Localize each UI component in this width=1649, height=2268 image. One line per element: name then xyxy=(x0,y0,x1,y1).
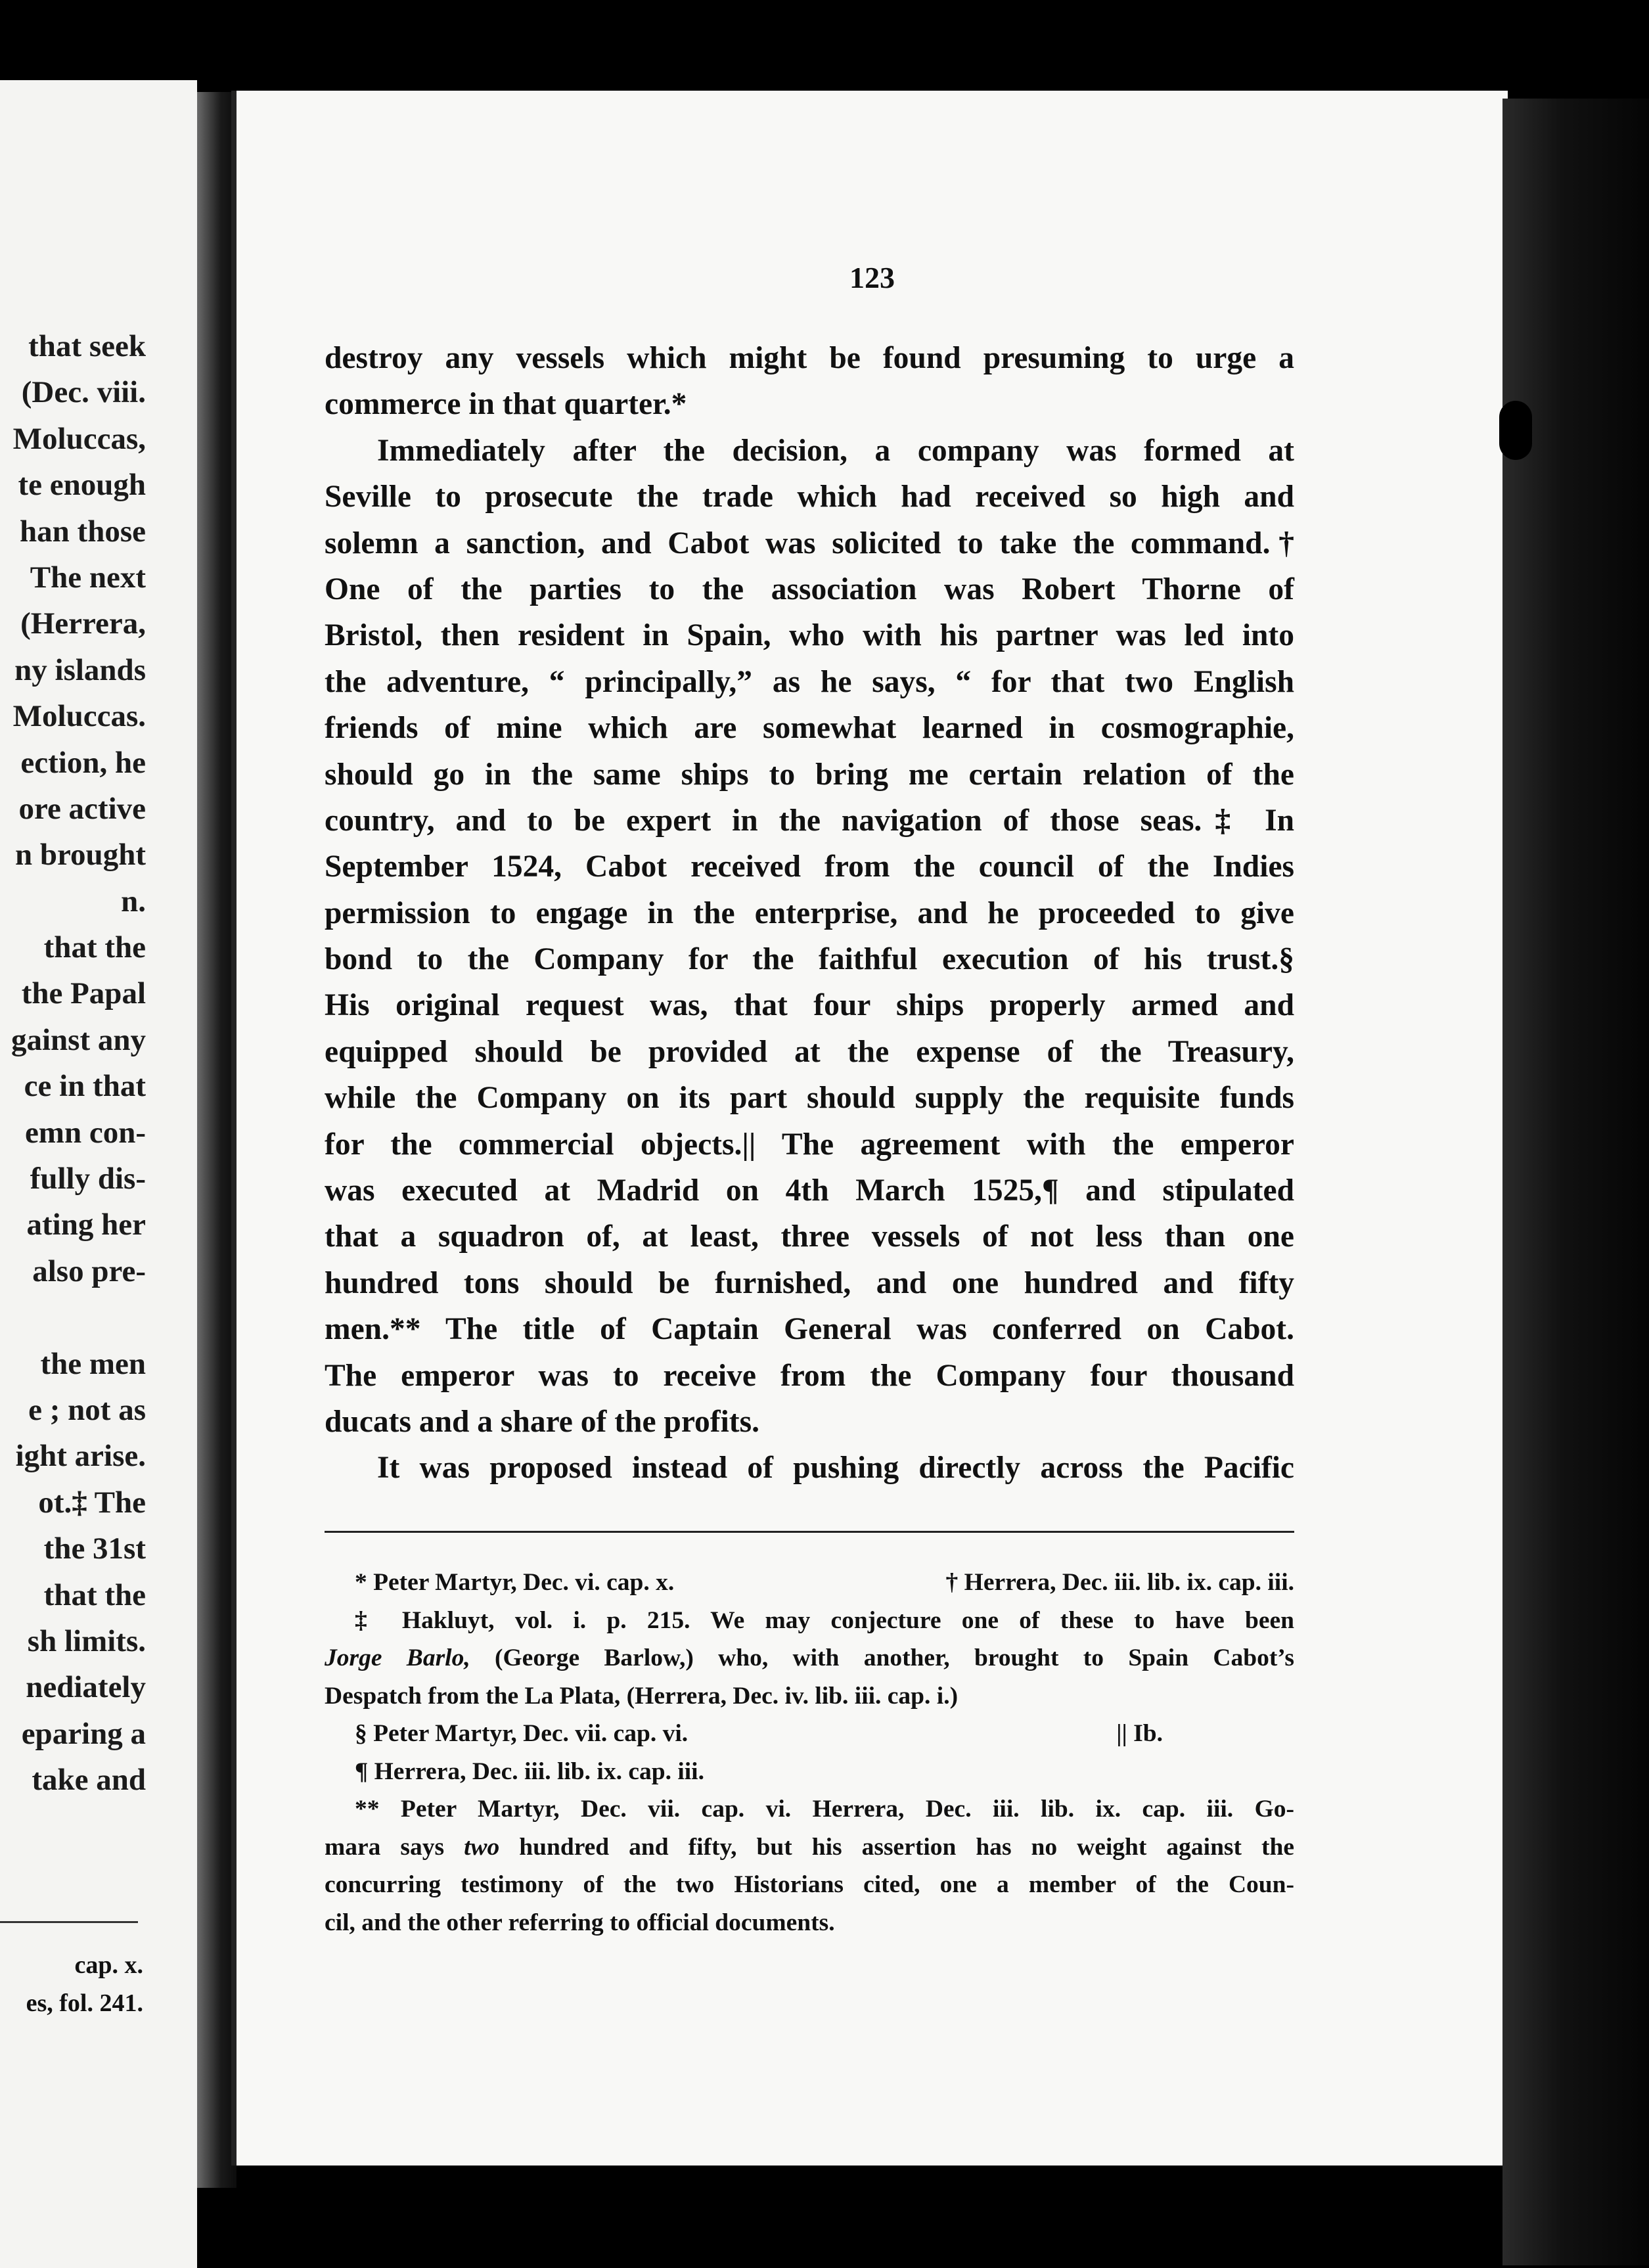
text-line: His original request was, that four ships properly armed and xyxy=(325,988,1294,1023)
text-line: Immediately after the decision, a company was formed at xyxy=(377,433,1294,468)
footnote-text: (George Barlow,) who, with another, brought to Spain Cabot’s xyxy=(470,1644,1294,1671)
footnote-emphasis: two xyxy=(464,1833,500,1861)
text-line: solemn a sanction, and Cabot was solicited to take the command.† xyxy=(325,526,1294,560)
text-line: It was proposed instead of pushing directly across the Pacific xyxy=(377,1451,1294,1486)
previous-page-line: ny islands xyxy=(14,652,146,687)
previous-page-line: ection, he xyxy=(20,745,146,780)
previous-page-line: emn con- xyxy=(24,1115,146,1150)
text-line: One of the parties to the association was Robert Thorne of xyxy=(325,572,1294,606)
previous-page-footnotes xyxy=(0,1946,143,2022)
previous-page-line: the Papal xyxy=(21,976,146,1011)
previous-page-footnote-rule xyxy=(0,1921,138,1923)
binding-mark xyxy=(1499,401,1532,460)
previous-page-edge xyxy=(0,80,197,2268)
previous-page-line: Moluccas, xyxy=(12,421,146,456)
text-line: should go in the same ships to bring me certain relation of the xyxy=(325,757,1294,792)
previous-page-line: gainst any xyxy=(11,1022,146,1057)
previous-page-text xyxy=(0,323,146,1803)
previous-page-line: ight arise. xyxy=(15,1439,146,1474)
text-line: while the Company on its part should supply the requisite funds xyxy=(325,1081,1294,1116)
text-line: country, and to be expert in the navigation of those seas.‡ In xyxy=(325,803,1294,838)
body-text xyxy=(325,335,1294,1491)
previous-page-line xyxy=(0,1294,146,1340)
footnote-text: mara says xyxy=(325,1833,464,1861)
text-line: bond to the Company for the faithful execution of his trust.§ xyxy=(325,942,1294,977)
previous-page-line: fully dis- xyxy=(30,1162,146,1196)
book-page xyxy=(231,91,1508,2166)
previous-page-line: te enough xyxy=(18,468,146,503)
previous-page-line: ating her xyxy=(26,1208,146,1242)
footnote-line xyxy=(325,1828,1294,1867)
footnote-double-dagger: ‡ Hakluyt, vol. i. p. 215. We may conjecture one of these to have been xyxy=(355,1606,1294,1634)
text-line: was executed at Madrid on 4th March 1525,¶ and stipulated xyxy=(325,1173,1294,1208)
previous-page-line: (Dec. viii. xyxy=(21,375,146,410)
footnote-line: Despatch from the La Plata, (Herrera, Dec. iv. lib. iii. cap. i.) xyxy=(325,1682,959,1710)
text-line: ducats and a share of the profits. xyxy=(325,1404,759,1439)
previous-page-note: cap. x. xyxy=(74,1951,143,1979)
footnotes xyxy=(325,1564,1294,1941)
footnote-name: Jorge Barlo, xyxy=(325,1644,470,1671)
text-line: men.** The title of Captain General was conferred on Cabot. xyxy=(325,1312,1294,1347)
footnote-line xyxy=(325,1715,1294,1753)
previous-page-line: sh limits. xyxy=(27,1623,146,1658)
footnote-parallel: || Ib. xyxy=(1116,1720,1163,1747)
footnote-double-star: ** Peter Martyr, Dec. vii. cap. vi. Herrera, Dec. iii. lib. ix. cap. iii. Go- xyxy=(355,1796,1294,1823)
previous-page-line: han those xyxy=(20,514,146,549)
text-line: Seville to prosecute the trade which had received so high and xyxy=(325,480,1294,514)
text-line: The emperor was to receive from the Company four thousand xyxy=(325,1358,1294,1393)
footnote-star: * Peter Martyr, Dec. vi. cap. x. xyxy=(355,1569,675,1596)
page-number: 123 xyxy=(849,261,895,294)
text-line: friends of mine which are somewhat learned in cosmographie, xyxy=(325,711,1294,746)
previous-page-line: that the xyxy=(43,930,146,965)
footnote-dagger: † Herrera, Dec. iii. lib. ix. cap. iii. xyxy=(945,1569,1294,1596)
text-line: hundred tons should be furnished, and one hundred and fifty xyxy=(325,1265,1294,1300)
previous-page-line: n brought xyxy=(15,838,146,873)
text-line: the adventure, “ principally,” as he says, “ for that two English xyxy=(325,664,1294,699)
previous-page-line: nediately xyxy=(26,1670,146,1705)
previous-page-note: es, fol. 241. xyxy=(26,1989,143,2017)
text-line: Bristol, then resident in Spain, who with his partner was led into xyxy=(325,618,1294,653)
previous-page-line: that seek xyxy=(28,329,146,363)
previous-page-line: n. xyxy=(121,884,146,919)
text-line: permission to engage in the enterprise, and he proceeded to give xyxy=(325,896,1294,930)
text-line: equipped should be provided at the expense of the Treasury, xyxy=(325,1034,1294,1069)
previous-page-line: eparing a xyxy=(21,1716,146,1751)
book-gutter xyxy=(197,92,237,2188)
footnote-line: cil, and the other referring to official documents. xyxy=(325,1909,835,1936)
footnote-text: hundred and fifty, but his assertion has no weight against the xyxy=(499,1833,1294,1861)
previous-page-line: that the xyxy=(43,1577,146,1612)
previous-page-line: ore active xyxy=(18,791,146,826)
previous-page-line: ce in that xyxy=(24,1069,146,1104)
previous-page-line: take and xyxy=(32,1763,146,1798)
previous-page-line: ot.‡ The xyxy=(38,1485,146,1520)
footnote-line xyxy=(325,1564,1294,1602)
text-line: that a squadron of, at least, three vessels of not less than one xyxy=(325,1219,1294,1254)
previous-page-line: also pre- xyxy=(32,1254,146,1288)
previous-page-line: The next xyxy=(30,560,146,595)
previous-page-line: e ; not as xyxy=(28,1392,146,1427)
previous-page-line: Moluccas. xyxy=(12,699,146,734)
footnote-pilcrow: ¶ Herrera, Dec. iii. lib. ix. cap. iii. xyxy=(355,1758,704,1785)
footnote-rule xyxy=(325,1531,1294,1533)
text-line: destroy any vessels which might be found presuming to urge a xyxy=(325,341,1294,375)
text-line: for the commercial objects.|| The agreement with the emperor xyxy=(325,1127,1294,1162)
footnote-line xyxy=(325,1639,1294,1677)
previous-page-line: the 31st xyxy=(43,1531,146,1566)
text-line: commerce in that quarter.* xyxy=(325,387,687,422)
text-line: September 1524, Cabot received from the council of the Indies xyxy=(325,850,1294,884)
footnote-section: § Peter Martyr, Dec. vii. cap. vi. xyxy=(355,1720,689,1747)
previous-page-line: the men xyxy=(40,1346,146,1381)
previous-page-line: (Herrera, xyxy=(20,606,146,641)
footnote-line: concurring testimony of the two Historians cited, one a member of the Coun- xyxy=(325,1871,1294,1898)
